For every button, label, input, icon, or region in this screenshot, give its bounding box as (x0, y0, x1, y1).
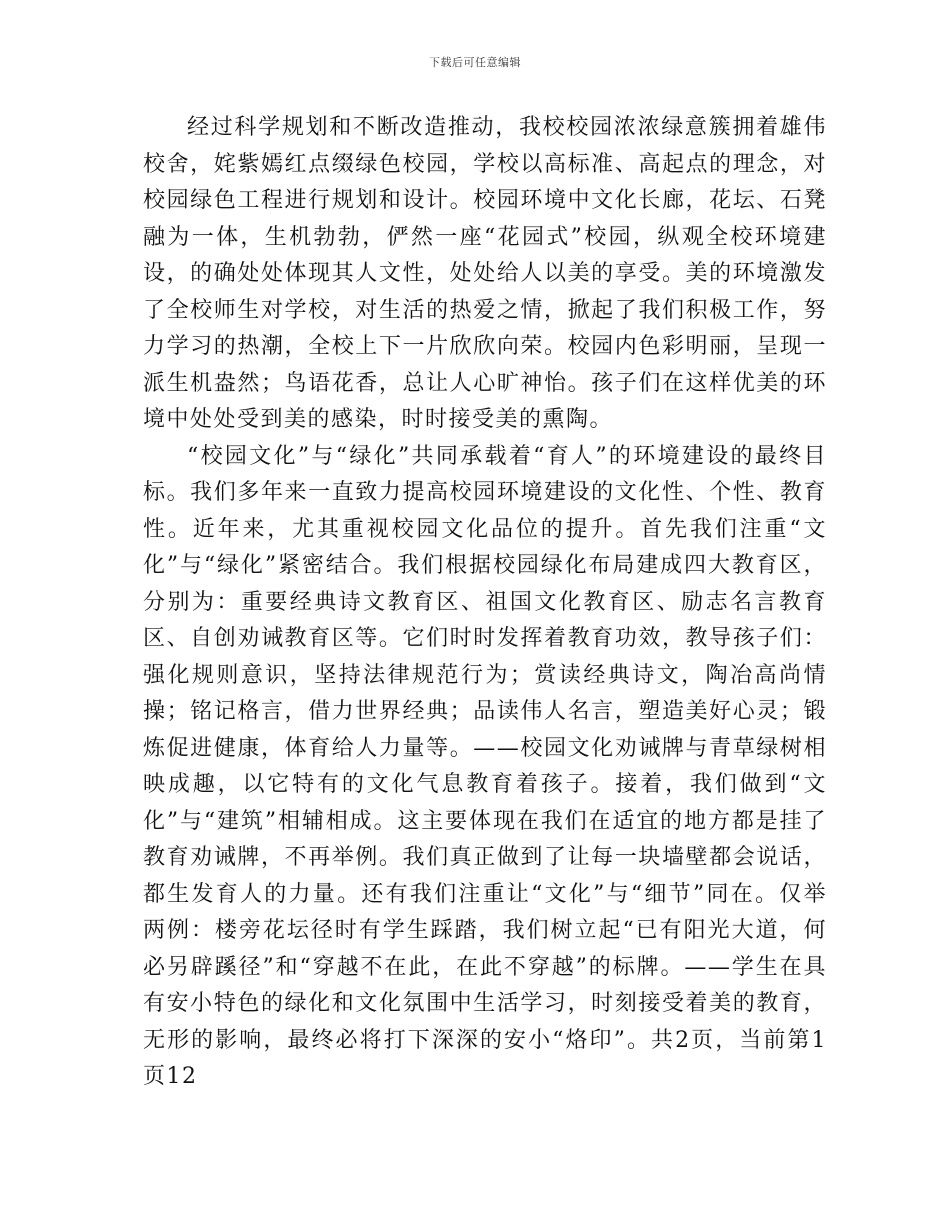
paragraph-1: 经过科学规划和不断改造推动，我校校园浓浓绿意簇拥着雄伟校舍，姹紫嫣红点缀绿色校园，学校以高标准、高起点的理念，对校园绿色工程进行规划和设计。校园环境中文化长廊，花坛、石凳融为一体，生机勃勃，俨然一座“花园式”校园，纵观全校环境建设，的确处处体现其人文性，处处给人以美的享受。美的环境激发了全校师生对学校，对生活的热爱之情，掀起了我们积极工作，努力学习的热潮，全校上下一片欣欣向荣。校园内色彩明丽，呈现一派生机盎然；鸟语花香，总让人心旷神怡。孩子们在这样优美的环境中处处受到美的感染，时时接受美的熏陶。 (143, 115, 827, 432)
page-header: 下载后可任意编辑 (429, 56, 521, 69)
paragraph-2: “校园文化”与“绿化”共同承载着“育人”的环境建设的最终目标。我们多年来一直致力提高校园环境建设的文化性、个性、教育性。近年来，尤其重视校园文化品位的提升。首先我们注重“文化”与“绿化”紧密结合。我们根据校园绿化布局建成四大教育区，分别为：重要经典诗文教育区、祖国文化教育区、励志名言教育区、自创劝诫教育区等。它们时时发挥着教育功效，教导孩子们：强化规则意识，坚持法律规范行为；赏读经典诗文，陶冶高尚情操；铭记格言，借力世界经典；品读伟人名言，塑造美好心灵；锻炼促进健康，体育给人力量等。——校园文化劝诫牌与青草绿树相映成趣，以它特有的文化气息教育着孩子。接着，我们做到“文化”与“建筑”相辅相成。这主要体现在我们在适宜的地方都是挂了教育劝诫牌，不再举例。我们真正做到了让每一块墙壁都会说话，都生发育人的力量。还有我们注重让“文化”与“细节”同在。仅举两例：楼旁花坛径时有学生踩踏，我们树立起“已有阳光大道，何必另辟蹊径”和“穿越不在此，在此不穿越”的标牌。——学生在具有安小特色的绿化和文化氛围中生活学习，时刻接受着美的教育，无形的影响，最终必将打下深深的安小“烙印”。共2页，当前第1页12 (143, 443, 827, 1089)
document-body (143, 110, 827, 1096)
